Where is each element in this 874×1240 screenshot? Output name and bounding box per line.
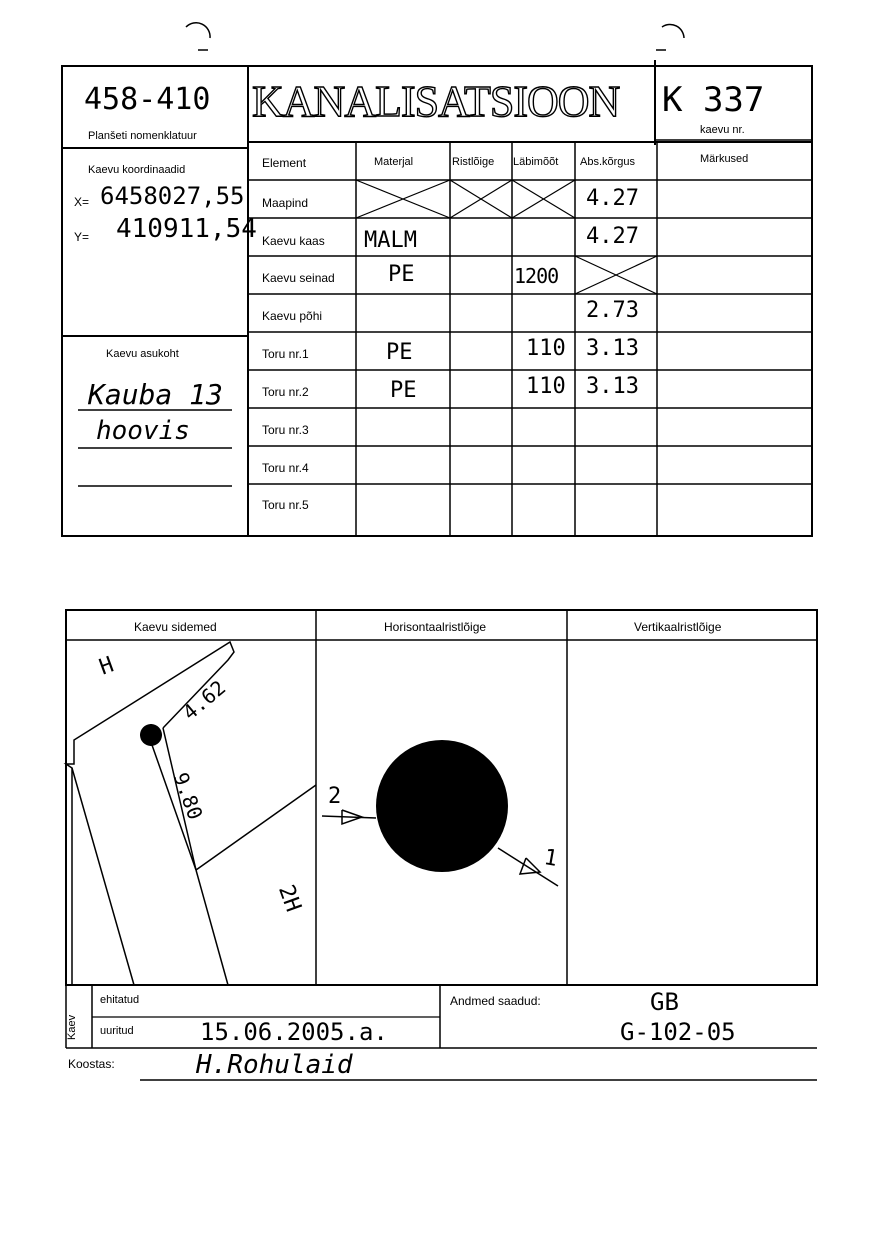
x-prefix: X= <box>74 195 90 209</box>
footer-side-label: Kaev <box>66 1014 78 1040</box>
pipe-2-diameter: 110 <box>526 374 566 399</box>
walls-material: PE <box>388 262 415 287</box>
data-source-1: GB <box>650 988 679 1016</box>
y-prefix: Y= <box>74 230 90 244</box>
sketch-label-h: H <box>96 652 118 681</box>
surveyed-date: 15.06.2005.a. <box>200 1018 388 1046</box>
pipe-2-material: PE <box>390 378 417 403</box>
sketch-distance-1: 4.62 <box>177 675 231 725</box>
sketch-col-vertical-title: Vertikaalristlõige <box>634 620 722 634</box>
compiled-label: Koostas: <box>68 1057 115 1071</box>
header-element: Element <box>262 156 307 170</box>
sheet-nomenclature-value: 458-410 <box>84 82 211 117</box>
header-material: Materjal <box>374 156 414 168</box>
pipe-1-diameter: 110 <box>526 336 566 361</box>
row-label-pipe-3: Toru nr.3 <box>262 423 309 437</box>
row-label-ground: Maapind <box>262 196 309 210</box>
pipe-in-number: 2 <box>328 784 342 809</box>
well-number-value: K 337 <box>662 80 765 120</box>
location-line-2: hoovis <box>96 416 190 446</box>
location-line-1: Kauba 13 <box>88 378 223 411</box>
surveyed-label: uuritud <box>100 1025 134 1037</box>
header-notes: Märkused <box>700 153 749 165</box>
page-title: KANALISATSIOON <box>252 77 620 126</box>
header-abs-height: Abs.kõrgus <box>580 156 636 168</box>
sketch-label-2h: 2H <box>272 881 306 916</box>
location-label: Kaevu asukoht <box>106 348 179 360</box>
walls-diameter: 1200 <box>514 264 559 288</box>
row-label-pipe-1: Toru nr.1 <box>262 347 309 361</box>
cover-abs-height: 4.27 <box>586 224 639 249</box>
well-number-label: kaevu nr. <box>700 124 745 136</box>
row-label-pipe-5: Toru nr.5 <box>262 498 309 512</box>
ground-abs-height: 4.27 <box>586 186 639 211</box>
header-cross-section: Ristlõige <box>452 156 495 168</box>
compiled-by: H.Rohulaid <box>196 1050 353 1080</box>
row-label-pipe-2: Toru nr.2 <box>262 385 309 399</box>
header-diameter: Läbimõõt <box>513 156 559 168</box>
sketch-distance-2: 9.80 <box>168 769 208 823</box>
sketch-col-horizontal-title: Horisontaalristlõige <box>384 620 487 634</box>
built-label: ehitatud <box>100 994 140 1006</box>
pipe-out-number: 1 <box>541 845 560 872</box>
sheet-nomenclature-label: Planšeti nomenklatuur <box>88 130 197 142</box>
pipe-1-material: PE <box>386 340 413 365</box>
x-coordinate-value: 6458027,55 <box>100 182 245 210</box>
pipe-1-abs-height: 3.13 <box>586 336 639 361</box>
sketch-col-links-title: Kaevu sidemed <box>134 620 217 634</box>
row-label-walls: Kaevu seinad <box>262 271 335 285</box>
cover-material: MALM <box>364 228 417 253</box>
row-label-pipe-4: Toru nr.4 <box>262 461 309 475</box>
bottom-abs-height: 2.73 <box>586 298 639 323</box>
data-source-label: Andmed saadud: <box>450 994 541 1008</box>
y-coordinate-value: 410911,54 <box>116 214 257 244</box>
row-label-bottom: Kaevu põhi <box>262 309 323 323</box>
pipe-2-abs-height: 3.13 <box>586 374 639 399</box>
data-source-2: G-102-05 <box>620 1018 736 1046</box>
row-label-cover: Kaevu kaas <box>262 234 325 248</box>
coordinates-label: Kaevu koordinaadid <box>88 164 186 176</box>
